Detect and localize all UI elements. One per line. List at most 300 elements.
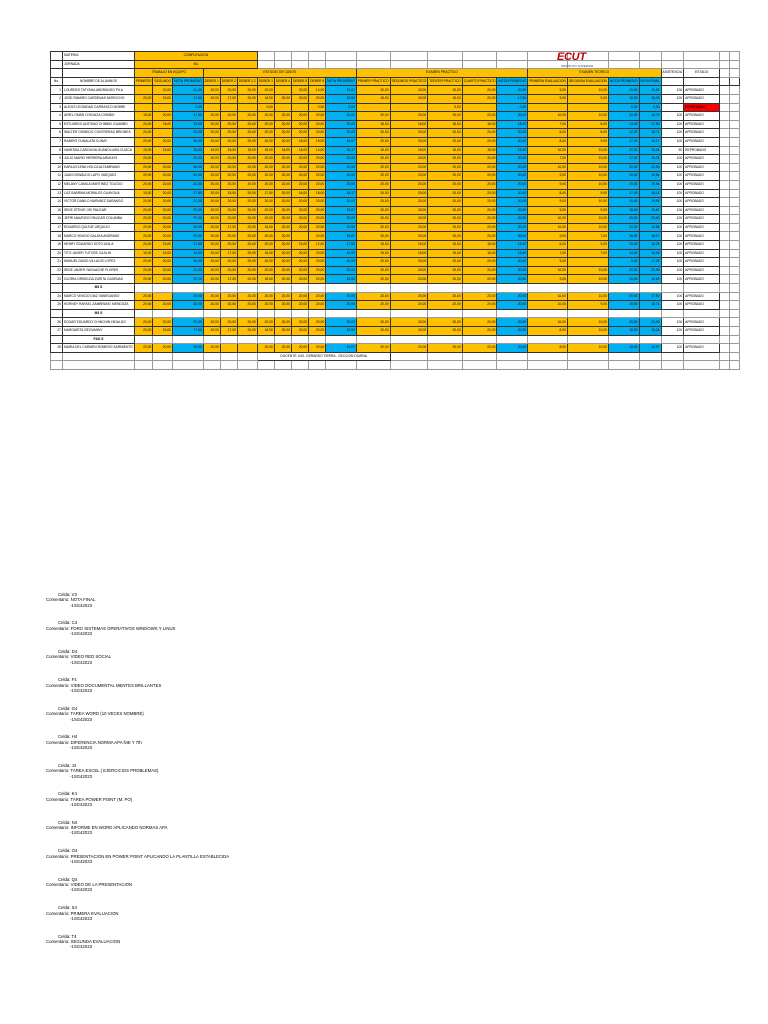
- grade-cell[interactable]: 10,00: [567, 318, 608, 327]
- grade-cell[interactable]: 20,00: [428, 275, 463, 284]
- empty-cell[interactable]: [608, 309, 639, 318]
- empty-cell[interactable]: [390, 60, 428, 69]
- grade-cell[interactable]: 18,00: [608, 344, 639, 353]
- grade-cell[interactable]: 17,50: [639, 292, 661, 301]
- grade-cell[interactable]: 20,00: [428, 86, 463, 95]
- grade-cell[interactable]: 20,00: [639, 266, 661, 275]
- cell[interactable]: [730, 352, 740, 361]
- grade-cell[interactable]: 20,00: [608, 318, 639, 327]
- grade-cell[interactable]: 20,00: [428, 318, 463, 327]
- grade-cell[interactable]: 10,00: [567, 275, 608, 284]
- grade-cell[interactable]: 20,00: [326, 292, 357, 301]
- grade-cell[interactable]: 20,00: [135, 155, 153, 164]
- empty-cell[interactable]: [274, 60, 291, 69]
- empty-cell[interactable]: [639, 361, 661, 370]
- grade-cell[interactable]: 20,00: [173, 258, 204, 267]
- grade-cell[interactable]: 20,00: [291, 112, 308, 121]
- grade-cell[interactable]: 20,00: [237, 112, 257, 121]
- empty-cell[interactable]: [730, 163, 740, 172]
- grade-cell[interactable]: 20,00: [608, 146, 639, 155]
- empty-cell[interactable]: [730, 172, 740, 181]
- grade-cell[interactable]: 20,00: [257, 86, 274, 95]
- empty-cell[interactable]: [257, 309, 274, 318]
- status-cell[interactable]: APROBADO: [684, 318, 720, 327]
- status-cell[interactable]: APROBADO: [684, 86, 720, 95]
- grade-cell[interactable]: 17,50: [173, 112, 204, 121]
- grade-cell[interactable]: 20,00: [326, 120, 357, 129]
- grade-cell[interactable]: 10,00: [567, 86, 608, 95]
- grade-cell[interactable]: 20,00: [153, 318, 173, 327]
- empty-cell[interactable]: [720, 172, 730, 181]
- grade-cell[interactable]: 20,00: [497, 301, 528, 310]
- grade-cell[interactable]: 9: [51, 155, 63, 164]
- grade-cell[interactable]: 20,00: [356, 266, 390, 275]
- grade-cell[interactable]: 20,00: [390, 292, 428, 301]
- grade-cell[interactable]: 20,00: [462, 292, 497, 301]
- grade-cell[interactable]: 9,00: [567, 301, 608, 310]
- grade-cell[interactable]: 20,00: [257, 120, 274, 129]
- grade-cell[interactable]: 15,00: [356, 146, 390, 155]
- student-name[interactable]: ESTUARDO ANTONIO CHIMBO GUAMBO: [63, 120, 135, 129]
- student-name[interactable]: MELANY CAMILA MARTINEZ TOLEDO: [63, 180, 135, 189]
- empty-cell[interactable]: [390, 335, 428, 344]
- grade-cell[interactable]: 11: [51, 172, 63, 181]
- empty-cell[interactable]: [153, 361, 173, 370]
- grade-cell[interactable]: 20,00: [462, 344, 497, 353]
- empty-cell[interactable]: [661, 52, 684, 61]
- grade-cell[interactable]: 15,00: [257, 146, 274, 155]
- grade-cell[interactable]: 20,00: [237, 155, 257, 164]
- grade-cell[interactable]: 15,00: [203, 146, 220, 155]
- grade-cell[interactable]: 20,00: [356, 258, 390, 267]
- empty-cell[interactable]: [274, 361, 291, 370]
- grade-cell[interactable]: 20,00: [608, 266, 639, 275]
- grade-cell[interactable]: 20,00: [153, 275, 173, 284]
- cell[interactable]: [684, 77, 720, 86]
- grade-cell[interactable]: 20,00: [390, 232, 428, 241]
- grade-cell[interactable]: 20,00: [390, 112, 428, 121]
- empty-cell[interactable]: [608, 284, 639, 293]
- grade-cell[interactable]: 20,00: [135, 301, 153, 310]
- grade-cell[interactable]: [135, 103, 153, 112]
- grade-cell[interactable]: 20,00: [309, 206, 326, 215]
- grade-cell[interactable]: 19,54: [639, 172, 661, 181]
- empty-cell[interactable]: [720, 94, 730, 103]
- grade-cell[interactable]: 17,50: [173, 189, 204, 198]
- grade-cell[interactable]: 15,00: [428, 146, 463, 155]
- grade-cell[interactable]: 20,00: [135, 163, 153, 172]
- empty-cell[interactable]: [257, 284, 274, 293]
- empty-cell[interactable]: [153, 284, 173, 293]
- grade-cell[interactable]: 8,00: [528, 189, 568, 198]
- grade-cell[interactable]: 20,00: [497, 232, 528, 241]
- status-cell[interactable]: APROBADO: [684, 292, 720, 301]
- empty-cell[interactable]: [390, 309, 428, 318]
- grade-cell[interactable]: 10,00: [567, 215, 608, 224]
- grade-cell[interactable]: 20,00: [309, 129, 326, 138]
- empty-cell[interactable]: [720, 146, 730, 155]
- grade-cell[interactable]: 20,00: [462, 232, 497, 241]
- grade-cell[interactable]: 20,00: [309, 258, 326, 267]
- empty-cell[interactable]: [730, 301, 740, 310]
- empty-cell[interactable]: [730, 344, 740, 353]
- grade-cell[interactable]: 10,00: [567, 172, 608, 181]
- empty-cell[interactable]: [720, 232, 730, 241]
- grade-cell[interactable]: 18,00: [356, 120, 390, 129]
- grade-cell[interactable]: 20,00: [153, 206, 173, 215]
- grade-cell[interactable]: 20,00: [135, 344, 153, 353]
- empty-cell[interactable]: [730, 275, 740, 284]
- grade-cell[interactable]: 20,00: [390, 86, 428, 95]
- student-name[interactable]: LUZ SABRINA MORALES GUAYGUA: [63, 189, 135, 198]
- empty-cell[interactable]: [567, 284, 608, 293]
- grade-cell[interactable]: 20,00: [497, 206, 528, 215]
- grade-cell[interactable]: 10,00: [567, 198, 608, 207]
- column-header[interactable]: CUARTO PRACTICO: [462, 77, 497, 86]
- grade-cell[interactable]: 100: [661, 189, 684, 198]
- empty-cell[interactable]: [203, 361, 220, 370]
- cell[interactable]: [173, 352, 204, 361]
- grade-cell[interactable]: 20,00: [173, 155, 204, 164]
- grade-cell[interactable]: 20,00: [220, 129, 237, 138]
- grade-cell[interactable]: 6,00: [528, 241, 568, 250]
- grade-cell[interactable]: 0,00: [497, 103, 528, 112]
- grade-cell[interactable]: 8,00: [528, 137, 568, 146]
- grade-cell[interactable]: 20,00: [257, 258, 274, 267]
- grade-cell[interactable]: 20,00: [462, 137, 497, 146]
- grade-cell[interactable]: 15,00: [153, 94, 173, 103]
- grade-cell[interactable]: 20,00: [203, 137, 220, 146]
- grade-cell[interactable]: 20,00: [257, 266, 274, 275]
- empty-cell[interactable]: [257, 335, 274, 344]
- empty-cell[interactable]: [237, 309, 257, 318]
- grade-cell[interactable]: 20,00: [291, 172, 308, 181]
- grade-cell[interactable]: 20: [51, 249, 63, 258]
- grade-cell[interactable]: 15,00: [428, 249, 463, 258]
- column-header[interactable]: DEBER 5: [291, 77, 308, 86]
- grade-cell[interactable]: [135, 86, 153, 95]
- grade-cell[interactable]: 6,00: [567, 129, 608, 138]
- empty-cell[interactable]: [462, 284, 497, 293]
- grade-cell[interactable]: [291, 232, 308, 241]
- grade-cell[interactable]: 12,00: [309, 241, 326, 250]
- empty-cell[interactable]: [730, 206, 740, 215]
- grade-cell[interactable]: 20,00: [173, 129, 204, 138]
- grade-cell[interactable]: 20,00: [309, 94, 326, 103]
- cell[interactable]: [661, 77, 684, 86]
- grade-cell[interactable]: 20,00: [153, 86, 173, 95]
- grade-cell[interactable]: 15,00: [135, 146, 153, 155]
- grade-cell[interactable]: 20,00: [220, 120, 237, 129]
- empty-cell[interactable]: [720, 275, 730, 284]
- empty-cell[interactable]: [608, 361, 639, 370]
- empty-cell[interactable]: [462, 335, 497, 344]
- grade-cell[interactable]: 100: [661, 120, 684, 129]
- empty-cell[interactable]: [720, 284, 730, 293]
- grade-cell[interactable]: 20,00: [153, 266, 173, 275]
- status-cell[interactable]: APROBADO: [684, 94, 720, 103]
- empty-cell[interactable]: [661, 60, 684, 69]
- grade-cell[interactable]: 20,00: [274, 249, 291, 258]
- empty-cell[interactable]: [730, 292, 740, 301]
- grade-cell[interactable]: 20,00: [309, 112, 326, 121]
- empty-cell[interactable]: [257, 52, 274, 61]
- empty-cell[interactable]: [135, 309, 153, 318]
- grade-cell[interactable]: 20,00: [274, 258, 291, 267]
- grade-cell[interactable]: 20,00: [390, 172, 428, 181]
- grade-cell[interactable]: 17,00: [220, 249, 237, 258]
- grade-cell[interactable]: 13: [51, 189, 63, 198]
- grade-cell[interactable]: 20,00: [462, 301, 497, 310]
- grade-cell[interactable]: 20,00: [220, 318, 237, 327]
- grade-cell[interactable]: 20,00: [608, 112, 639, 121]
- grade-cell[interactable]: 20,00: [135, 318, 153, 327]
- cell[interactable]: [567, 352, 608, 361]
- empty-cell[interactable]: [720, 258, 730, 267]
- section-label[interactable]: M3 S: [63, 284, 135, 293]
- grade-cell[interactable]: 10,00: [528, 318, 568, 327]
- grade-cell[interactable]: 20,00: [237, 129, 257, 138]
- grade-cell[interactable]: 20,00: [497, 189, 528, 198]
- grade-cell[interactable]: 20,00: [203, 266, 220, 275]
- grade-cell[interactable]: 20,00: [608, 292, 639, 301]
- column-header[interactable]: DEBER 4: [274, 77, 291, 86]
- grade-cell[interactable]: 20,00: [309, 223, 326, 232]
- grade-cell[interactable]: 20,00: [291, 301, 308, 310]
- grade-cell[interactable]: 20,00: [291, 180, 308, 189]
- empty-cell[interactable]: [390, 52, 428, 61]
- grade-cell[interactable]: 20,00: [203, 172, 220, 181]
- status-cell[interactable]: APROBADO: [684, 241, 720, 250]
- grade-cell[interactable]: 20,00: [257, 301, 274, 310]
- cell[interactable]: [462, 352, 497, 361]
- grade-cell[interactable]: 20,00: [203, 120, 220, 129]
- grade-cell[interactable]: 20,00: [135, 129, 153, 138]
- grade-cell[interactable]: 17,50: [326, 241, 357, 250]
- grade-cell[interactable]: 20,00: [390, 344, 428, 353]
- grade-cell[interactable]: 20,00: [173, 344, 204, 353]
- grade-cell[interactable]: 15,00: [135, 112, 153, 121]
- grade-cell[interactable]: 9,00: [608, 258, 639, 267]
- grade-cell[interactable]: 0,00: [309, 103, 326, 112]
- grade-cell[interactable]: 20,00: [173, 301, 204, 310]
- grade-cell[interactable]: 7,00: [528, 155, 568, 164]
- grade-cell[interactable]: 28: [51, 344, 63, 353]
- empty-cell[interactable]: [730, 335, 740, 344]
- grade-cell[interactable]: 20,00: [257, 206, 274, 215]
- grade-cell[interactable]: [153, 155, 173, 164]
- grade-cell[interactable]: 20,00: [291, 86, 308, 95]
- grade-cell[interactable]: 20,00: [356, 86, 390, 95]
- grade-cell[interactable]: 20,00: [326, 198, 357, 207]
- grade-cell[interactable]: 20,00: [220, 206, 237, 215]
- grade-cell[interactable]: 15,00: [135, 189, 153, 198]
- grade-cell[interactable]: 20,00: [309, 198, 326, 207]
- grade-cell[interactable]: 20,00: [220, 198, 237, 207]
- grade-cell[interactable]: 20,00: [291, 223, 308, 232]
- grade-cell[interactable]: 20,00: [291, 94, 308, 103]
- grade-cell[interactable]: 10,00: [567, 155, 608, 164]
- empty-cell[interactable]: [730, 180, 740, 189]
- grade-cell[interactable]: 20,00: [356, 344, 390, 353]
- empty-cell[interactable]: [720, 223, 730, 232]
- student-name[interactable]: JUAN OSWALDO LAPO VASQUEZ: [63, 172, 135, 181]
- grade-cell[interactable]: 19: [51, 241, 63, 250]
- empty-cell[interactable]: [684, 284, 720, 293]
- grade-cell[interactable]: 20,00: [356, 180, 390, 189]
- group-asistencia[interactable]: ASISTENCIA: [661, 69, 684, 78]
- grade-cell[interactable]: 20,00: [390, 155, 428, 164]
- empty-cell[interactable]: [720, 292, 730, 301]
- grade-cell[interactable]: 20,00: [309, 301, 326, 310]
- grade-cell[interactable]: 20,00: [257, 232, 274, 241]
- grade-cell[interactable]: 0,00: [173, 103, 204, 112]
- grade-cell[interactable]: 100: [661, 163, 684, 172]
- grade-cell[interactable]: 15,00: [173, 146, 204, 155]
- grade-cell[interactable]: 15,00: [173, 249, 204, 258]
- empty-cell[interactable]: [720, 266, 730, 275]
- student-name[interactable]: KARLA ELENA HOLCA ALTAMIRANO: [63, 163, 135, 172]
- grade-cell[interactable]: 20,00: [203, 292, 220, 301]
- empty-cell[interactable]: [720, 129, 730, 138]
- grade-cell[interactable]: 20,00: [291, 292, 308, 301]
- grade-cell[interactable]: 20,00: [462, 206, 497, 215]
- empty-cell[interactable]: [220, 335, 237, 344]
- grade-cell[interactable]: 20,00: [135, 172, 153, 181]
- status-cell[interactable]: APROBADO: [684, 266, 720, 275]
- grade-cell[interactable]: [153, 103, 173, 112]
- grade-cell[interactable]: 20,00: [220, 180, 237, 189]
- student-name[interactable]: MARGARITA GEOVANNY: [63, 327, 135, 336]
- grade-cell[interactable]: 100: [661, 137, 684, 146]
- grade-cell[interactable]: 10,00: [567, 163, 608, 172]
- grade-cell[interactable]: 20,00: [203, 94, 220, 103]
- grade-cell[interactable]: 20,00: [390, 189, 428, 198]
- grade-cell[interactable]: 19,50: [326, 223, 357, 232]
- grade-cell[interactable]: 15,00: [390, 249, 428, 258]
- empty-cell[interactable]: [257, 361, 274, 370]
- empty-cell[interactable]: [730, 309, 740, 318]
- grade-cell[interactable]: 20,00: [237, 215, 257, 224]
- status-cell[interactable]: APROBADO: [684, 327, 720, 336]
- grade-cell[interactable]: 20,00: [291, 120, 308, 129]
- grade-cell[interactable]: 20,00: [497, 275, 528, 284]
- grade-cell[interactable]: 100: [661, 241, 684, 250]
- empty-cell[interactable]: [730, 189, 740, 198]
- grade-cell[interactable]: 20,00: [237, 266, 257, 275]
- grade-cell[interactable]: 15,00: [356, 249, 390, 258]
- grade-cell[interactable]: 20,00: [356, 198, 390, 207]
- grade-cell[interactable]: 20,00: [135, 206, 153, 215]
- grade-cell[interactable]: 20,00: [135, 120, 153, 129]
- grade-cell[interactable]: 100: [661, 223, 684, 232]
- empty-cell[interactable]: [608, 335, 639, 344]
- student-name[interactable]: ARIEL OMAR CHICAIZA CHIMBO: [63, 112, 135, 121]
- grade-cell[interactable]: 20,00: [203, 198, 220, 207]
- empty-cell[interactable]: [720, 335, 730, 344]
- grade-cell[interactable]: 19,50: [326, 249, 357, 258]
- empty-cell[interactable]: [639, 284, 661, 293]
- grade-cell[interactable]: 20,00: [428, 112, 463, 121]
- grade-cell[interactable]: 23: [51, 275, 63, 284]
- grade-cell[interactable]: 20,00: [390, 180, 428, 189]
- grade-cell[interactable]: 20,00: [173, 266, 204, 275]
- grade-cell[interactable]: 18,00: [153, 120, 173, 129]
- grade-cell[interactable]: 7,00: [567, 249, 608, 258]
- grade-cell[interactable]: 10,00: [528, 292, 568, 301]
- grade-cell[interactable]: 20,00: [173, 198, 204, 207]
- student-name[interactable]: IRIDE STEVIE OSI PAUCAR: [63, 206, 135, 215]
- empty-cell[interactable]: [720, 318, 730, 327]
- grade-cell[interactable]: 20,00: [153, 215, 173, 224]
- column-header[interactable]: PRIMERO: [135, 77, 153, 86]
- grade-cell[interactable]: 20,00: [428, 301, 463, 310]
- grade-cell[interactable]: 10: [51, 163, 63, 172]
- grade-cell[interactable]: 20,00: [356, 327, 390, 336]
- grade-cell[interactable]: 20,00: [274, 163, 291, 172]
- empty-cell[interactable]: [497, 335, 528, 344]
- grade-cell[interactable]: 20,00: [237, 137, 257, 146]
- empty-cell[interactable]: [528, 309, 568, 318]
- empty-cell[interactable]: [497, 361, 528, 370]
- empty-cell[interactable]: [237, 335, 257, 344]
- grade-cell[interactable]: 19,75: [639, 155, 661, 164]
- grade-cell[interactable]: 10,00: [567, 112, 608, 121]
- grade-cell[interactable]: 20,00: [173, 163, 204, 172]
- grade-cell[interactable]: 20,00: [608, 223, 639, 232]
- column-header[interactable]: DEBER 1: [203, 77, 220, 86]
- empty-cell[interactable]: [567, 361, 608, 370]
- grade-cell[interactable]: 20,00: [291, 129, 308, 138]
- grade-cell[interactable]: 20,00: [428, 189, 463, 198]
- grade-cell[interactable]: [567, 103, 608, 112]
- grade-cell[interactable]: 17,50: [173, 241, 204, 250]
- empty-cell[interactable]: [720, 327, 730, 336]
- column-header[interactable]: NOTA PROMEDIO: [497, 77, 528, 86]
- empty-cell[interactable]: [720, 361, 730, 370]
- empty-cell[interactable]: [730, 146, 740, 155]
- grade-cell[interactable]: 20,00: [237, 94, 257, 103]
- grade-cell[interactable]: 9,00: [528, 275, 568, 284]
- grade-cell[interactable]: 7,00: [528, 249, 568, 258]
- grade-cell[interactable]: 20,00: [203, 344, 220, 353]
- grade-cell[interactable]: 100: [661, 112, 684, 121]
- grade-cell[interactable]: 18,50: [257, 94, 274, 103]
- grade-cell[interactable]: 16,00: [462, 249, 497, 258]
- empty-cell[interactable]: [730, 241, 740, 250]
- grade-cell[interactable]: 20,00: [135, 232, 153, 241]
- grade-cell[interactable]: [274, 103, 291, 112]
- grade-cell[interactable]: 20,00: [237, 301, 257, 310]
- column-header[interactable]: SEGUNDO PRACTICO: [390, 77, 428, 86]
- empty-cell[interactable]: [309, 60, 326, 69]
- empty-cell[interactable]: [428, 361, 463, 370]
- grade-cell[interactable]: [274, 86, 291, 95]
- cell[interactable]: [51, 60, 63, 69]
- empty-cell[interactable]: [390, 361, 428, 370]
- status-cell[interactable]: APROBADO: [684, 137, 720, 146]
- grade-cell[interactable]: 20,00: [462, 198, 497, 207]
- grade-cell[interactable]: 20,00: [203, 318, 220, 327]
- empty-cell[interactable]: [730, 94, 740, 103]
- cell[interactable]: [730, 69, 740, 78]
- empty-cell[interactable]: [220, 284, 237, 293]
- empty-cell[interactable]: [684, 361, 720, 370]
- grade-cell[interactable]: [153, 292, 173, 301]
- empty-cell[interactable]: [730, 258, 740, 267]
- grade-cell[interactable]: 15,00: [153, 249, 173, 258]
- grade-cell[interactable]: 20,00: [428, 198, 463, 207]
